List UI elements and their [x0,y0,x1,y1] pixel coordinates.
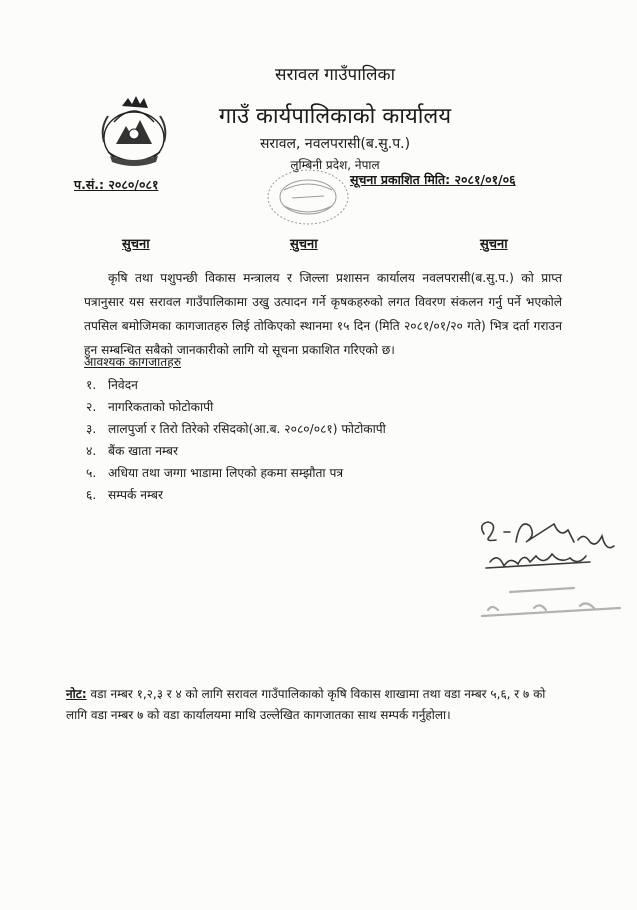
list-item-number: ६. [86,488,97,502]
municipality-name: सरावल गाउँपालिका [275,65,395,85]
office-seal-stamp-icon [262,166,354,228]
list-item-number: ३. [86,422,97,436]
list-item-text: सम्पर्क नम्बर [108,488,163,502]
list-item [86,374,386,396]
office-address: सरावल, नवलपरासी(ब.सु.प.) [259,136,411,152]
note-text: वडा नम्बर १,२,३ र ४ को लागि सरावल गाउँपालिकाको कृषि विकास शाखामा तथा वडा नम्बर ५,६, र ७ को लागि वडा नम्बर ७ को वडा कार्यालयमा माथि उल्लेखित कागजातका साथ सम्पर्क गर्नुहोला। [66,687,546,722]
list-item-text: निवेदन [108,378,138,392]
handwritten-signature-icon [470,512,630,632]
footer-note [66,684,566,726]
list-item [86,440,386,462]
list-item [86,484,386,506]
list-item [86,396,386,418]
reference-number: प.सं.: २०८०/०८१ [74,177,159,192]
notice-heading: सुचना [122,237,150,252]
list-item-number: ४. [86,444,97,458]
list-item [86,462,386,484]
list-item-text: नागरिकताको फोटोकापी [108,400,214,414]
documents-list-title: आवश्यक कागजातहरु [84,355,181,369]
office-name: गाउँ कार्यपालिकाको कार्यालय [218,104,452,129]
documents-list [86,374,386,506]
list-item-text: बैंक खाता नम्बर [108,444,178,458]
list-item-number: ५. [86,466,97,480]
list-item-number: १. [86,378,97,392]
published-date: सूचना प्रकाशित मिति: २०८१/०१/०६ [350,172,516,187]
list-item-number: २. [86,400,97,414]
list-item-text: अधिया तथा जग्गा भाडामा लिएको हकमा सम्झौता पत्र [108,466,344,480]
list-item-text: लालपुर्जा र तिरो तिरेको रसिदको(आ.ब. २०८०/०८१) फोटोकापी [108,422,386,436]
note-label: नोट: [66,687,87,701]
notice-heading: सुचना [290,237,318,252]
list-item [86,418,386,440]
notice-heading: सुचना [480,237,508,252]
province-name: लुम्बिनी प्रदेश, नेपाल [290,158,380,172]
notice-body: कृषि तथा पशुपन्छी विकास मन्त्रालय र जिल्ला प्रशासन कार्यालय नवलपरासी(ब.सु.प.) को प्राप्त पत्रानुसार यस सरावल गाउँपालिकामा उखु उत्पादन गर्ने कृषकहरुको लगत विवरण संकलन गर्नु पर्ने भएकोले तपसिल बमोजिमका कागजातहरु लिई तोकिएको स्थानमा १५ दिन (मिति २०८१/०१/२० गते) भित्र दर्ता गराउन हुन सम्बन्धित सबैको जानकारीको लागि यो सूचना प्रकाशित गरिएको छ। [84,271,562,357]
nepal-government-emblem-icon [96,92,172,172]
